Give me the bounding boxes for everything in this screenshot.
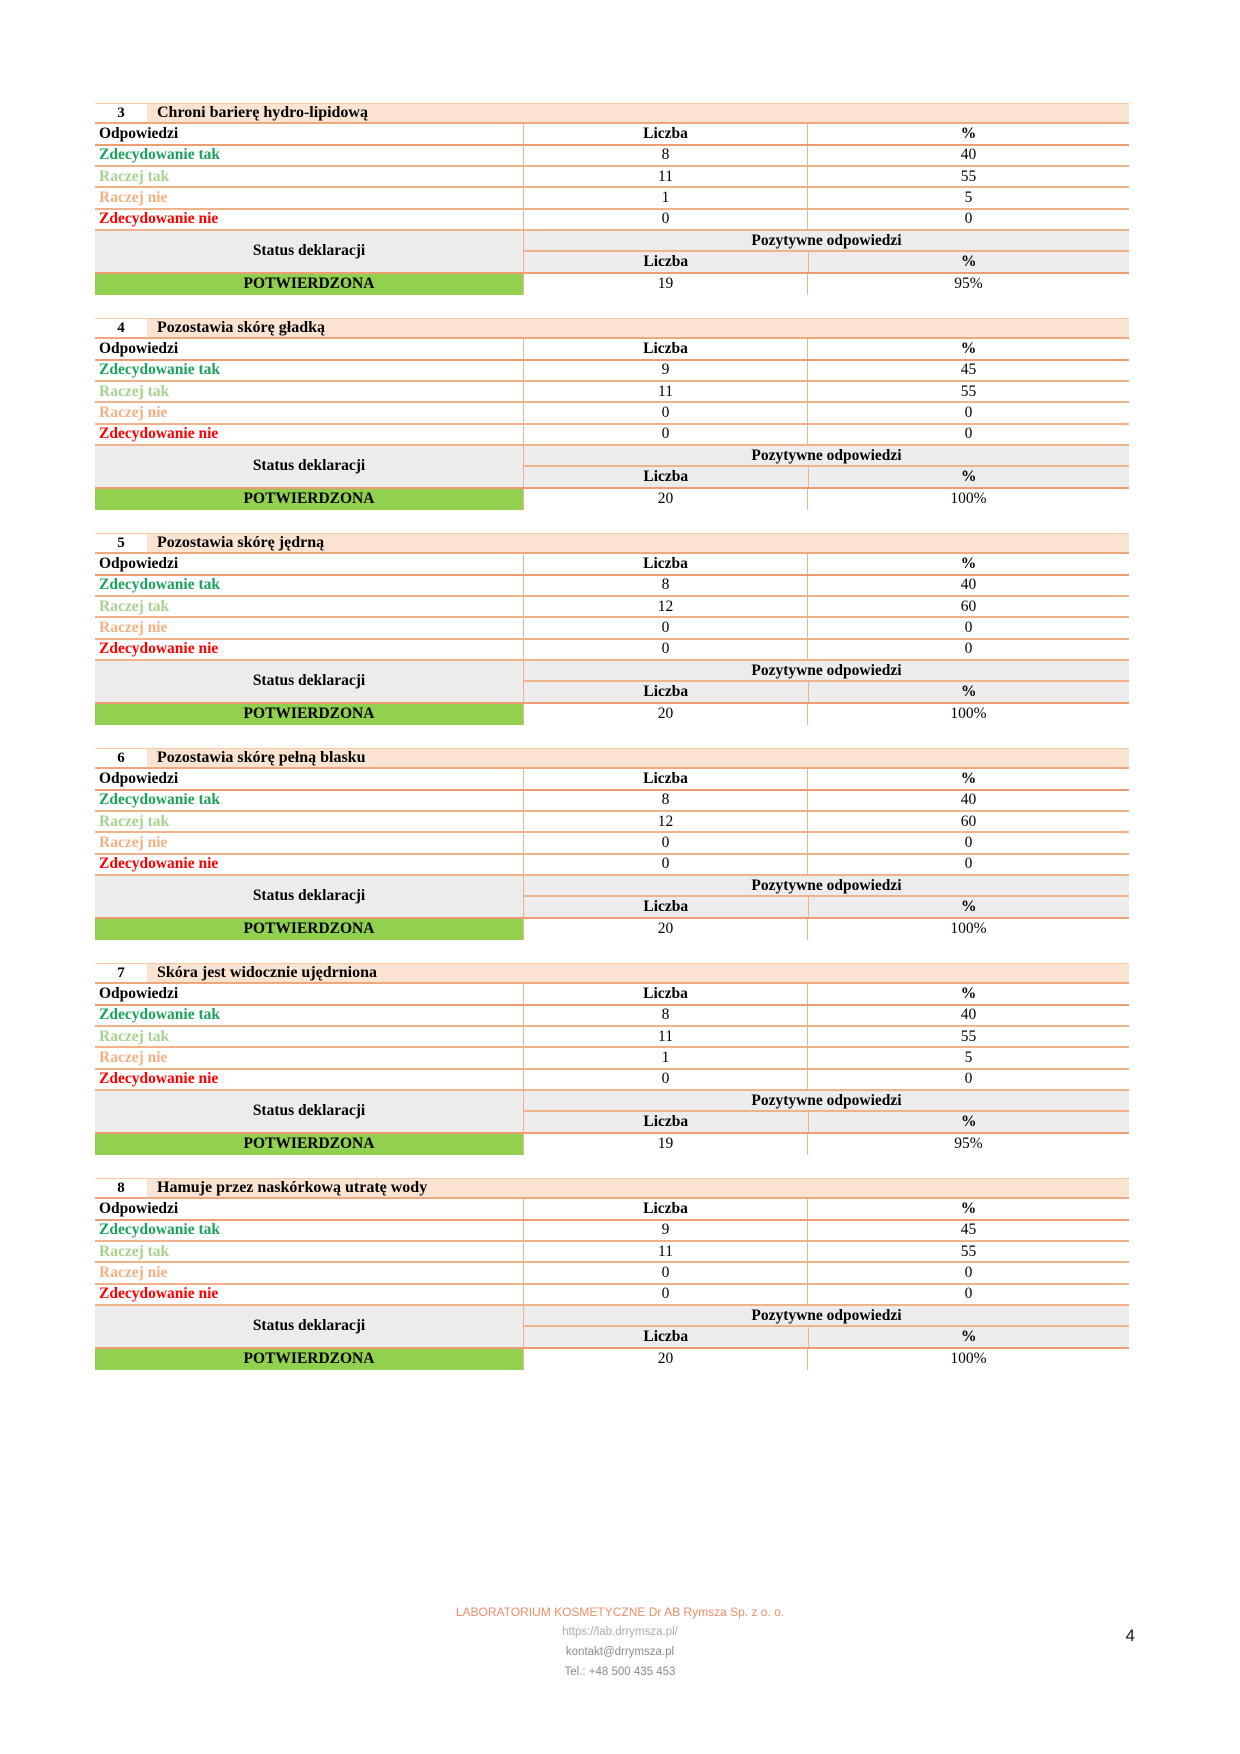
confirmed-count: 20 xyxy=(523,919,807,940)
answer-count: 0 xyxy=(523,1263,807,1282)
status-section xyxy=(95,231,1129,274)
question-number: 6 xyxy=(95,749,147,767)
answer-count: 0 xyxy=(523,833,807,852)
answer-percent: 45 xyxy=(807,1221,1129,1240)
question-number: 4 xyxy=(95,319,147,337)
column-header-odpowiedzi: Odpowiedzi xyxy=(99,554,179,572)
answer-row xyxy=(95,618,1129,639)
positive-answers-label: Pozytywne odpowiedzi xyxy=(524,446,1129,467)
answer-label: Zdecydowanie nie xyxy=(99,640,219,658)
footer-company-name: LABORATORIUM KOSMETYCZNE Dr AB Rymsza Sp. z o. o. xyxy=(455,1605,785,1619)
answer-label: Raczej nie xyxy=(99,1048,168,1066)
status-label: Status deklaracji xyxy=(95,1091,523,1132)
confirmed-row xyxy=(95,1349,1129,1370)
answer-percent: 5 xyxy=(807,1048,1129,1067)
answer-row xyxy=(95,425,1129,446)
answer-label: Zdecydowanie nie xyxy=(99,1070,219,1088)
column-header-liczba: Liczba xyxy=(523,769,807,788)
answer-label: Zdecydowanie nie xyxy=(99,855,219,873)
answer-label: Zdecydowanie nie xyxy=(99,210,219,228)
answer-label: Raczej tak xyxy=(99,382,170,400)
answer-percent: 0 xyxy=(807,1263,1129,1282)
answer-count: 11 xyxy=(523,1027,807,1046)
column-header-row xyxy=(95,769,1129,790)
question-number: 3 xyxy=(95,104,147,122)
confirmed-status-badge: POTWIERDZONA xyxy=(95,704,523,725)
answer-label: Zdecydowanie tak xyxy=(99,1006,220,1024)
positive-answers-label: Pozytywne odpowiedzi xyxy=(524,1306,1129,1327)
positive-answers-section xyxy=(523,661,1129,702)
column-header-odpowiedzi: Odpowiedzi xyxy=(99,339,179,357)
answer-label: Raczej nie xyxy=(99,1263,168,1281)
answer-count: 0 xyxy=(523,618,807,637)
positive-answers-section xyxy=(523,231,1129,272)
answer-row xyxy=(95,382,1129,403)
confirmed-count: 20 xyxy=(523,1349,807,1370)
answer-count: 11 xyxy=(523,382,807,401)
answer-count: 0 xyxy=(523,1285,807,1304)
answer-percent: 0 xyxy=(807,833,1129,852)
question-number: 5 xyxy=(95,534,147,552)
answer-label: Zdecydowanie tak xyxy=(99,146,220,164)
answer-percent: 45 xyxy=(807,361,1129,380)
status-section xyxy=(95,446,1129,489)
confirmed-count: 19 xyxy=(523,274,807,295)
column-header-row xyxy=(95,124,1129,145)
status-label: Status deklaracji xyxy=(95,876,523,917)
column-header-odpowiedzi: Odpowiedzi xyxy=(99,769,179,787)
positive-liczba-header: Liczba xyxy=(524,252,808,271)
positive-liczba-header: Liczba xyxy=(524,467,808,486)
answer-label: Zdecydowanie tak xyxy=(99,576,220,594)
column-header-row xyxy=(95,339,1129,360)
answer-row xyxy=(95,146,1129,167)
survey-table xyxy=(95,318,1129,510)
answer-label: Raczej nie xyxy=(99,188,168,206)
answer-percent: 55 xyxy=(807,1027,1129,1046)
answer-count: 12 xyxy=(523,597,807,616)
answer-row xyxy=(95,640,1129,661)
column-header-odpowiedzi: Odpowiedzi xyxy=(99,984,179,1002)
answer-count: 0 xyxy=(523,1070,807,1089)
answer-count: 9 xyxy=(523,361,807,380)
answer-row xyxy=(95,188,1129,209)
positive-percent-header: % xyxy=(808,682,1129,701)
answer-percent: 55 xyxy=(807,167,1129,186)
answer-percent: 0 xyxy=(807,640,1129,659)
survey-table xyxy=(95,963,1129,1155)
confirmed-status-badge: POTWIERDZONA xyxy=(95,274,523,295)
confirmed-status-badge: POTWIERDZONA xyxy=(95,489,523,510)
confirmed-count: 19 xyxy=(523,1134,807,1155)
status-label: Status deklaracji xyxy=(95,661,523,702)
status-section xyxy=(95,1091,1129,1134)
positive-liczba-header: Liczba xyxy=(524,1112,808,1131)
column-header-percent: % xyxy=(807,339,1129,358)
positive-percent-header: % xyxy=(808,1327,1129,1346)
question-header-row xyxy=(95,963,1129,984)
answer-percent: 0 xyxy=(807,855,1129,874)
survey-table xyxy=(95,103,1129,295)
confirmed-percent: 95% xyxy=(807,1134,1129,1155)
answer-count: 8 xyxy=(523,791,807,810)
answer-label: Raczej tak xyxy=(99,812,170,830)
status-section xyxy=(95,661,1129,704)
positive-answers-section xyxy=(523,876,1129,917)
column-header-odpowiedzi: Odpowiedzi xyxy=(99,1199,179,1217)
positive-answers-header-row xyxy=(524,682,1129,701)
positive-liczba-header: Liczba xyxy=(524,682,808,701)
question-title: Pozostawia skórę pełną blasku xyxy=(147,749,1129,767)
survey-table xyxy=(95,1178,1129,1370)
confirmed-row xyxy=(95,1134,1129,1155)
question-header-row xyxy=(95,748,1129,769)
page-footer xyxy=(0,1602,1240,1682)
answer-percent: 55 xyxy=(807,1242,1129,1261)
positive-answers-header-row xyxy=(524,1112,1129,1131)
answer-label: Raczej nie xyxy=(99,618,168,636)
confirmed-row xyxy=(95,919,1129,940)
column-header-liczba: Liczba xyxy=(523,554,807,573)
answer-percent: 0 xyxy=(807,1070,1129,1089)
answer-percent: 40 xyxy=(807,146,1129,165)
answer-row xyxy=(95,1263,1129,1284)
answer-count: 8 xyxy=(523,1006,807,1025)
question-title: Hamuje przez naskórkową utratę wody xyxy=(147,1179,1129,1197)
answer-count: 9 xyxy=(523,1221,807,1240)
confirmed-status-badge: POTWIERDZONA xyxy=(95,1134,523,1155)
question-number: 7 xyxy=(95,964,147,982)
answer-row xyxy=(95,1027,1129,1048)
answer-count: 11 xyxy=(523,1242,807,1261)
answer-row xyxy=(95,1221,1129,1242)
answer-row xyxy=(95,361,1129,382)
answer-row xyxy=(95,833,1129,854)
column-header-percent: % xyxy=(807,124,1129,143)
answer-percent: 60 xyxy=(807,597,1129,616)
positive-answers-label: Pozytywne odpowiedzi xyxy=(524,231,1129,252)
confirmed-row xyxy=(95,489,1129,510)
column-header-percent: % xyxy=(807,769,1129,788)
confirmed-percent: 100% xyxy=(807,704,1129,725)
column-header-percent: % xyxy=(807,1199,1129,1218)
answer-percent: 5 xyxy=(807,188,1129,207)
answer-percent: 40 xyxy=(807,1006,1129,1025)
confirmed-status-badge: POTWIERDZONA xyxy=(95,919,523,940)
answer-row xyxy=(95,1070,1129,1091)
answer-percent: 0 xyxy=(807,425,1129,444)
positive-answers-header-row xyxy=(524,1327,1129,1346)
question-header-row xyxy=(95,103,1129,124)
status-label: Status deklaracji xyxy=(95,446,523,487)
positive-percent-header: % xyxy=(808,897,1129,916)
answer-percent: 60 xyxy=(807,812,1129,831)
answer-count: 0 xyxy=(523,855,807,874)
answer-percent: 0 xyxy=(807,1285,1129,1304)
answer-count: 8 xyxy=(523,576,807,595)
positive-answers-section xyxy=(523,1306,1129,1347)
column-header-liczba: Liczba xyxy=(523,984,807,1003)
positive-liczba-header: Liczba xyxy=(524,1327,808,1346)
answer-percent: 40 xyxy=(807,791,1129,810)
footer-phone: Tel.: +48 500 435 453 xyxy=(564,1666,676,1678)
answer-count: 8 xyxy=(523,146,807,165)
footer-website-link[interactable]: https://lab.drrymsza.pl/ xyxy=(562,1626,678,1638)
answer-label: Raczej tak xyxy=(99,167,170,185)
positive-percent-header: % xyxy=(808,1112,1129,1131)
answer-label: Zdecydowanie tak xyxy=(99,361,220,379)
answer-count: 1 xyxy=(523,1048,807,1067)
positive-answers-label: Pozytywne odpowiedzi xyxy=(524,661,1129,682)
answer-count: 0 xyxy=(523,403,807,422)
survey-table xyxy=(95,748,1129,940)
answer-row xyxy=(95,812,1129,833)
column-header-row xyxy=(95,984,1129,1005)
answer-count: 1 xyxy=(523,188,807,207)
question-header-row xyxy=(95,533,1129,554)
answer-percent: 40 xyxy=(807,576,1129,595)
answer-row xyxy=(95,167,1129,188)
column-header-row xyxy=(95,1199,1129,1220)
positive-liczba-header: Liczba xyxy=(524,897,808,916)
confirmed-count: 20 xyxy=(523,489,807,510)
column-header-row xyxy=(95,554,1129,575)
answer-percent: 0 xyxy=(807,403,1129,422)
confirmed-status-badge: POTWIERDZONA xyxy=(95,1349,523,1370)
confirmed-row xyxy=(95,274,1129,295)
column-header-liczba: Liczba xyxy=(523,124,807,143)
question-header-row xyxy=(95,318,1129,339)
answer-label: Zdecydowanie tak xyxy=(99,1221,220,1239)
answer-label: Raczej tak xyxy=(99,1242,170,1260)
answer-row xyxy=(95,403,1129,424)
answer-row xyxy=(95,1006,1129,1027)
answer-count: 11 xyxy=(523,167,807,186)
question-number: 8 xyxy=(95,1179,147,1197)
answer-label: Zdecydowanie tak xyxy=(99,791,220,809)
answer-row xyxy=(95,210,1129,231)
confirmed-row xyxy=(95,704,1129,725)
answer-label: Zdecydowanie nie xyxy=(99,1285,219,1303)
answer-row xyxy=(95,1048,1129,1069)
question-title: Chroni barierę hydro-lipidową xyxy=(147,104,1129,122)
question-header-row xyxy=(95,1178,1129,1199)
positive-percent-header: % xyxy=(808,467,1129,486)
survey-table xyxy=(95,533,1129,725)
positive-answers-label: Pozytywne odpowiedzi xyxy=(524,1091,1129,1112)
status-section xyxy=(95,876,1129,919)
answer-count: 12 xyxy=(523,812,807,831)
answer-row xyxy=(95,1242,1129,1263)
footer-email[interactable]: kontakt@drrymsza.pl xyxy=(565,1646,675,1658)
answer-label: Zdecydowanie nie xyxy=(99,425,219,443)
positive-answers-section xyxy=(523,1091,1129,1132)
positive-answers-header-row xyxy=(524,252,1129,271)
answer-count: 0 xyxy=(523,425,807,444)
answer-label: Raczej tak xyxy=(99,597,170,615)
column-header-liczba: Liczba xyxy=(523,339,807,358)
answer-percent: 55 xyxy=(807,382,1129,401)
confirmed-percent: 95% xyxy=(807,274,1129,295)
answer-row xyxy=(95,1285,1129,1306)
positive-answers-header-row xyxy=(524,897,1129,916)
positive-answers-label: Pozytywne odpowiedzi xyxy=(524,876,1129,897)
answer-row xyxy=(95,597,1129,618)
answer-count: 0 xyxy=(523,640,807,659)
confirmed-percent: 100% xyxy=(807,919,1129,940)
answer-row xyxy=(95,576,1129,597)
answer-row xyxy=(95,855,1129,876)
question-title: Pozostawia skórę jędrną xyxy=(147,534,1129,552)
positive-answers-section xyxy=(523,446,1129,487)
question-title: Pozostawia skórę gładką xyxy=(147,319,1129,337)
question-title: Skóra jest widocznie ujędrniona xyxy=(147,964,1129,982)
column-header-percent: % xyxy=(807,984,1129,1003)
column-header-liczba: Liczba xyxy=(523,1199,807,1218)
answer-label: Raczej nie xyxy=(99,403,168,421)
positive-percent-header: % xyxy=(808,252,1129,271)
answer-row xyxy=(95,791,1129,812)
answer-label: Raczej nie xyxy=(99,833,168,851)
answer-count: 0 xyxy=(523,210,807,229)
page-number: 4 xyxy=(1125,1626,1135,1645)
status-label: Status deklaracji xyxy=(95,1306,523,1347)
answer-percent: 0 xyxy=(807,618,1129,637)
status-label: Status deklaracji xyxy=(95,231,523,272)
answer-label: Raczej tak xyxy=(99,1027,170,1045)
confirmed-percent: 100% xyxy=(807,489,1129,510)
column-header-percent: % xyxy=(807,554,1129,573)
confirmed-count: 20 xyxy=(523,704,807,725)
tables-container xyxy=(95,103,1129,1393)
answer-percent: 0 xyxy=(807,210,1129,229)
column-header-odpowiedzi: Odpowiedzi xyxy=(99,124,179,142)
positive-answers-header-row xyxy=(524,467,1129,486)
status-section xyxy=(95,1306,1129,1349)
confirmed-percent: 100% xyxy=(807,1349,1129,1370)
